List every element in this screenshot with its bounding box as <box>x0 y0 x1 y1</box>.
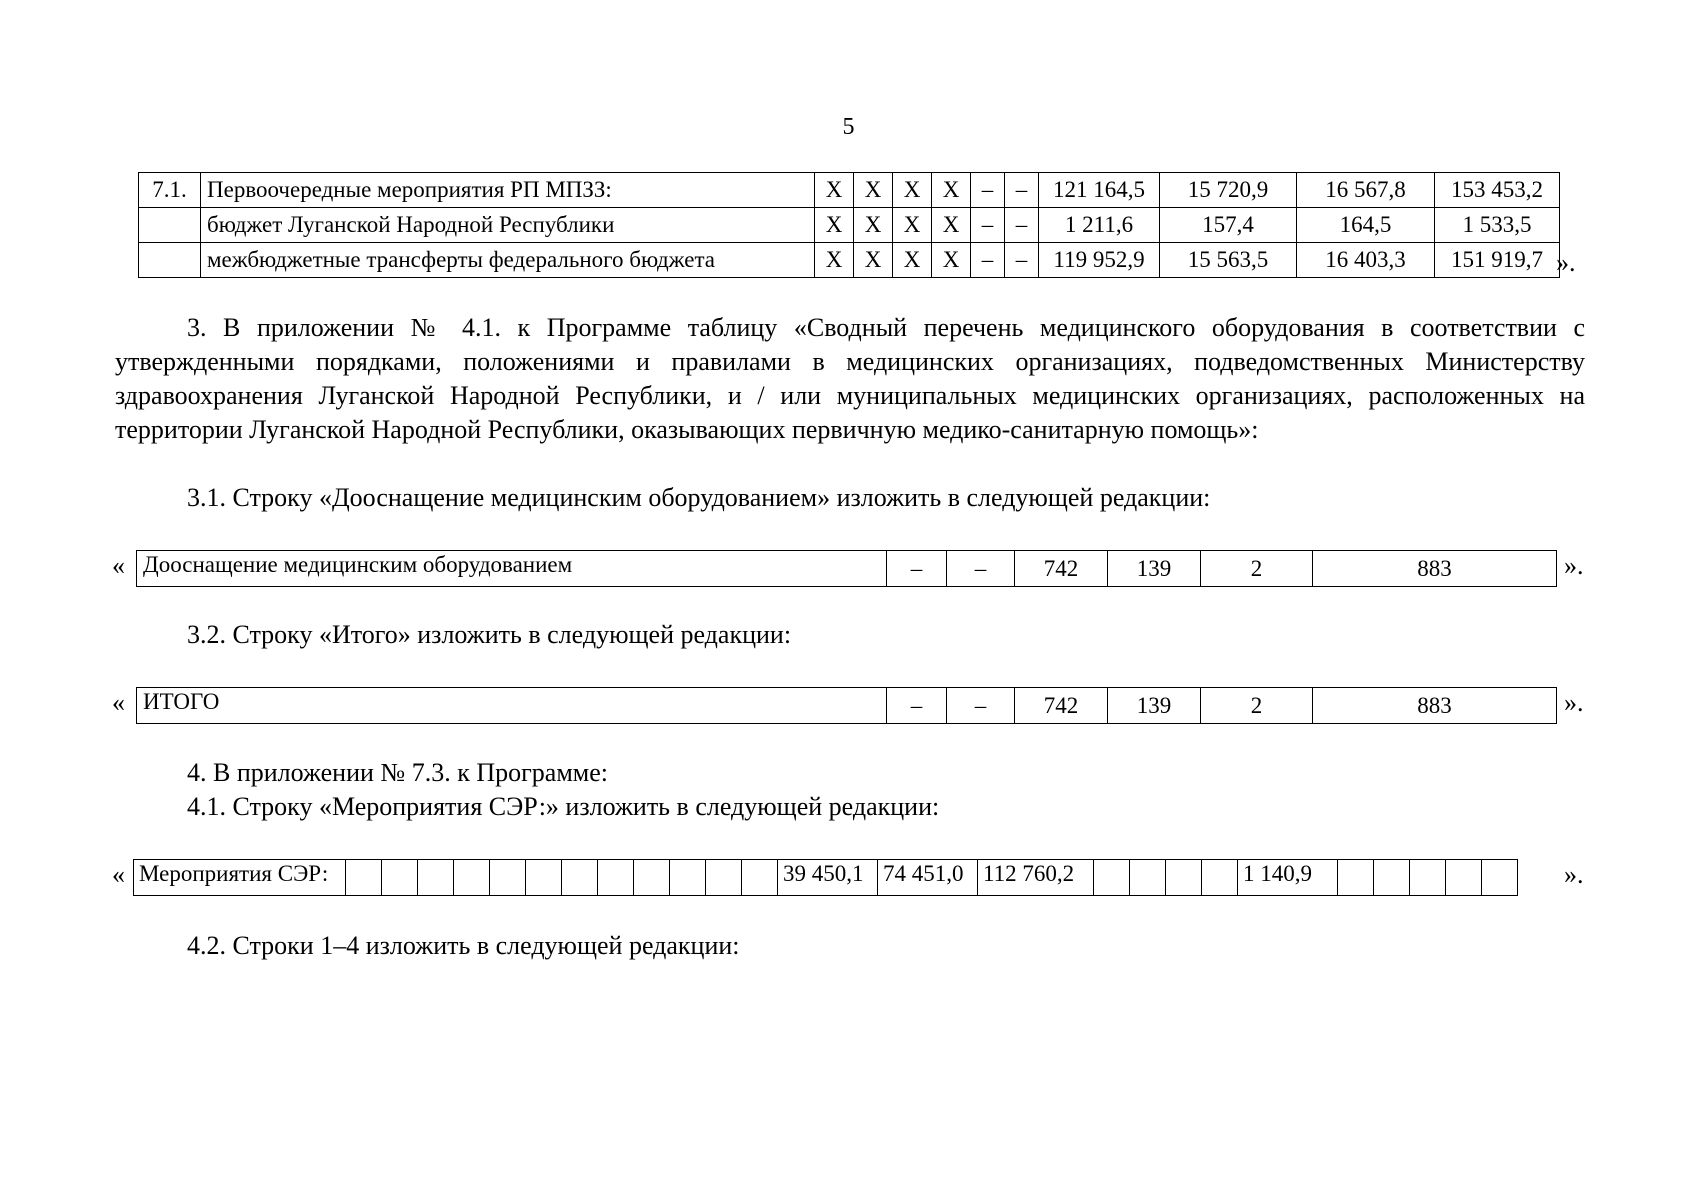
close-quote: ». <box>1564 688 1584 717</box>
table-cell: 883 <box>1313 551 1557 587</box>
table-cell: Х <box>815 243 854 278</box>
paragraph-3-2: 3.2. Строку «Итого» изложить в следующей редакции: <box>187 620 792 649</box>
table-cell: 1 533,5 <box>1435 208 1560 243</box>
equipment-row-table <box>136 550 1557 587</box>
paragraph-3: 3. В приложении № 4.1. к Программе таблицу «Сводный перечень медицинского оборудования в соответствии с утвержденными порядками, положениями и правилами в медицинских организациях, подведомственных Министерству здравоохранения Луганской Народной Республики, и / или муниципальных медицинских организациях, расположенных на территории Луганской Народной Республики, оказывающих первичную медико-санитарную помощь»: <box>115 313 1585 444</box>
table-cell: 883 <box>1313 688 1557 724</box>
table-row <box>134 860 1518 896</box>
table-cell: – <box>947 551 1015 587</box>
row-number <box>139 208 201 243</box>
paragraph-4-1: 4.1. Строку «Мероприятия СЭР:» изложить в следующей редакции: <box>187 792 940 821</box>
table-cell <box>1482 860 1518 896</box>
table-cell <box>562 860 598 896</box>
table-cell: – <box>947 688 1015 724</box>
paragraph-4: 4. В приложении № 7.3. к Программе: <box>187 758 608 787</box>
table-cell: Х <box>932 208 971 243</box>
table-cell: 112 760,2 <box>978 860 1094 896</box>
paragraph-3-1: 3.1. Строку «Дооснащение медицинским оборудованием» изложить в следующей редакции: <box>187 483 1211 512</box>
table-cell <box>1410 860 1446 896</box>
table-cell: Х <box>815 173 854 208</box>
table-cell: Х <box>932 243 971 278</box>
close-quote: ». <box>1564 551 1584 580</box>
table-cell: 139 <box>1108 688 1201 724</box>
table-cell <box>634 860 670 896</box>
table-cell <box>706 860 742 896</box>
table-row <box>137 688 1557 724</box>
table-cell: – <box>887 688 947 724</box>
open-quote: « <box>112 551 125 580</box>
table-cell: 15 720,9 <box>1160 173 1297 208</box>
table-cell: – <box>1005 173 1039 208</box>
table-cell: Х <box>854 208 893 243</box>
table-cell: 74 451,0 <box>878 860 978 896</box>
table-cell <box>454 860 490 896</box>
table-cell: Х <box>893 208 932 243</box>
table-cell: 2 <box>1201 551 1313 587</box>
paragraph-4-2: 4.2. Строки 1–4 изложить в следующей редакции: <box>187 931 740 960</box>
table-cell <box>1374 860 1410 896</box>
table-cell: Х <box>893 243 932 278</box>
table-cell: 157,4 <box>1160 208 1297 243</box>
table-cell <box>526 860 562 896</box>
row-name: межбюджетные трансферты федерального бюджета <box>201 243 815 278</box>
table-cell: 742 <box>1015 551 1108 587</box>
table-row <box>139 208 1560 243</box>
table-cell <box>1338 860 1374 896</box>
table-cell <box>670 860 706 896</box>
table-cell <box>1446 860 1482 896</box>
row-number: 7.1. <box>139 173 201 208</box>
table-cell: Х <box>932 173 971 208</box>
close-quote: ». <box>1564 860 1584 889</box>
table-cell: Х <box>815 208 854 243</box>
table-cell: Х <box>854 243 893 278</box>
table-cell <box>346 860 382 896</box>
table-cell: 151 919,7 <box>1435 243 1560 278</box>
table-cell: 119 952,9 <box>1039 243 1160 278</box>
open-quote: « <box>112 688 125 717</box>
table-row <box>137 551 1557 587</box>
close-quote: ». <box>1556 248 1576 277</box>
table-cell: 139 <box>1108 551 1201 587</box>
table-cell: 39 450,1 <box>778 860 878 896</box>
open-quote: « <box>112 860 125 889</box>
page-number: 5 <box>842 114 855 140</box>
table-cell: 15 563,5 <box>1160 243 1297 278</box>
table-cell: 1 211,6 <box>1039 208 1160 243</box>
table-cell: – <box>887 551 947 587</box>
table-row <box>139 243 1560 278</box>
row-name: Дооснащение медицинским оборудованием <box>137 551 887 587</box>
table-cell: 2 <box>1201 688 1313 724</box>
table-cell: – <box>1005 243 1039 278</box>
row-name: Мероприятия СЭР: <box>134 860 346 896</box>
table-cell: – <box>971 208 1005 243</box>
row-name: ИТОГО <box>137 688 887 724</box>
total-row-table <box>136 687 1557 724</box>
row-name: бюджет Луганской Народной Республики <box>201 208 815 243</box>
table-cell <box>598 860 634 896</box>
table-cell: – <box>971 243 1005 278</box>
table-cell <box>382 860 418 896</box>
table-cell <box>418 860 454 896</box>
table-cell <box>1166 860 1202 896</box>
table-cell: 121 164,5 <box>1039 173 1160 208</box>
table-cell: – <box>971 173 1005 208</box>
table-cell <box>1094 860 1130 896</box>
table-cell <box>742 860 778 896</box>
table-cell <box>1130 860 1166 896</box>
row-name: Первоочередные мероприятия РП МПЗЗ: <box>201 173 815 208</box>
table-cell <box>1202 860 1238 896</box>
table-cell <box>490 860 526 896</box>
table-cell: – <box>1005 208 1039 243</box>
table-cell: Х <box>854 173 893 208</box>
table-cell: 16 403,3 <box>1297 243 1435 278</box>
funding-table <box>138 172 1560 278</box>
table-row <box>139 173 1560 208</box>
table-cell: 164,5 <box>1297 208 1435 243</box>
ser-row-table <box>133 859 1518 896</box>
table-cell: 16 567,8 <box>1297 173 1435 208</box>
table-cell: 153 453,2 <box>1435 173 1560 208</box>
table-cell: 742 <box>1015 688 1108 724</box>
table-cell: Х <box>893 173 932 208</box>
table-cell: 1 140,9 <box>1238 860 1338 896</box>
row-number <box>139 243 201 278</box>
